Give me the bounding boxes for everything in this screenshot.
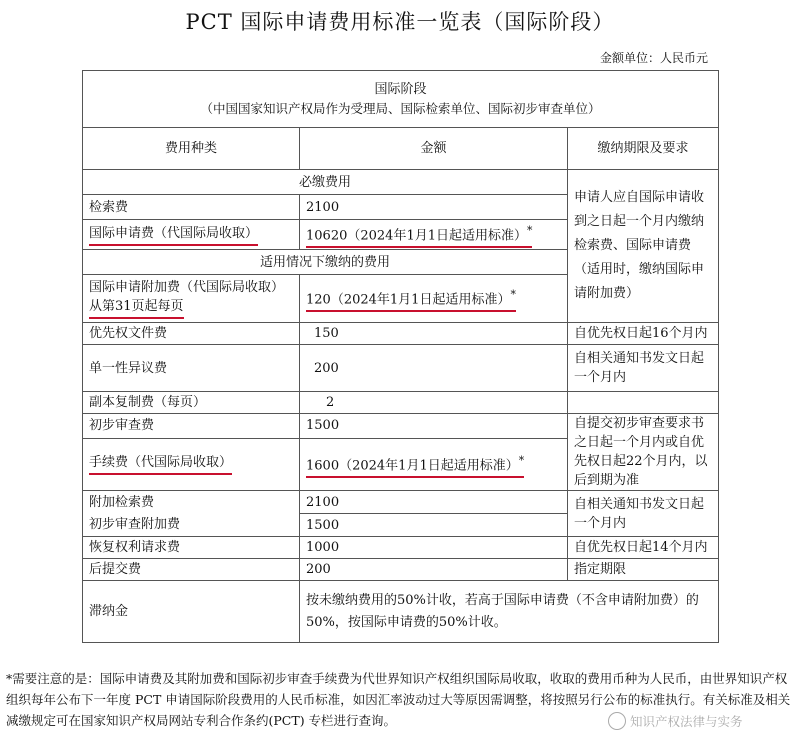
fee-name bbox=[83, 220, 300, 250]
col-header-amount: 金额 bbox=[300, 128, 568, 170]
fee-amount: 200 bbox=[300, 559, 568, 581]
asterisk-mark: * bbox=[510, 287, 516, 301]
fee-amount-text: 1600（2024年1月1日起适用标准） bbox=[306, 458, 519, 474]
fee-amount: 1500 bbox=[300, 514, 568, 537]
deadline-priority: 自优先权日起16个月内 bbox=[568, 323, 719, 345]
fee-name: 单一性异议费 bbox=[83, 345, 300, 392]
fee-name: 恢复权利请求费 bbox=[83, 537, 300, 559]
fee-amount: 2100 bbox=[300, 491, 568, 514]
fee-name: 检索费 bbox=[83, 195, 300, 220]
deadline-late-submit: 指定期限 bbox=[568, 559, 719, 581]
footnote: *需要注意的是：国际申请费及其附加费和国际初步审查手续费为代世界知识产权组织国际局收取，收取的费用币种为人民币，由世界知识产权组织每年公布下一年度 PCT 申请国际阶段费用的人民币标准，如因汇率波动过大等原因需调整，将按照另行公布的标准执行。有关标准及相关减缴规定可在国家知识产权局网站专利合作条约(PCT) 专栏进行查询。 bbox=[6, 671, 791, 728]
deadline-restore: 自优先权日起14个月内 bbox=[568, 537, 719, 559]
fee-name: 后提交费 bbox=[83, 559, 300, 581]
fee-name: 初步审查附加费 bbox=[83, 514, 300, 537]
fee-name: 附加检索费 bbox=[83, 491, 300, 514]
wechat-logo-icon bbox=[608, 712, 626, 730]
fee-amount bbox=[300, 438, 568, 490]
fee-amount bbox=[300, 220, 568, 250]
col-header-fee-type: 费用种类 bbox=[83, 128, 300, 170]
watermark-text: 知识产权法律与实务 bbox=[630, 714, 743, 729]
fee-name: 优先权文件费 bbox=[83, 323, 300, 345]
fee-name: 滞纳金 bbox=[83, 581, 300, 643]
deadline-unity: 自相关通知书发文日起一个月内 bbox=[568, 345, 719, 392]
fee-amount: 2100 bbox=[300, 195, 568, 220]
currency-unit: 金额单位：人民币元 bbox=[599, 51, 708, 65]
fee-amount: 150 bbox=[300, 323, 568, 345]
asterisk-mark: * bbox=[518, 453, 525, 467]
fee-amount: 2 bbox=[300, 392, 568, 414]
late-payment-desc: 按未缴纳费用的50%计收，若高于国际申请费（不含申请附加费）的50%，按国际申请费的50%计收。 bbox=[300, 581, 719, 643]
fee-name-line2: 从第31页起每页 bbox=[89, 297, 184, 319]
col-header-deadline: 缴纳期限及要求 bbox=[568, 128, 719, 170]
fee-table bbox=[82, 70, 719, 643]
page-title: PCT 国际申请费用标准一览表（国际阶段） bbox=[185, 10, 615, 34]
deadline-empty bbox=[568, 392, 719, 414]
fee-name: 副本复制费（每页） bbox=[83, 392, 300, 414]
fee-amount-text: 10620（2024年1月1日起适用标准） bbox=[306, 228, 527, 244]
watermark bbox=[608, 712, 743, 730]
stage-header bbox=[83, 71, 719, 128]
fee-amount-text: 120（2024年1月1日起适用标准） bbox=[306, 292, 511, 308]
fee-name-line1: 国际申请附加费（代国际局收取） bbox=[89, 280, 285, 295]
fee-amount: 200 bbox=[300, 345, 568, 392]
fee-name-text: 手续费（代国际局收取） bbox=[89, 453, 232, 475]
stage-subtitle: （中国国家知识产权局作为受理局、国际检索单位、国际初步审查单位） bbox=[200, 101, 601, 116]
asterisk-mark: * bbox=[526, 223, 533, 237]
deadline-prelim: 自提交初步审查要求书之日起一个月内或自优先权日起22个月内，以后到期为准 bbox=[568, 414, 719, 491]
fee-amount bbox=[300, 275, 568, 323]
fee-name bbox=[83, 275, 300, 323]
section-mandatory: 必缴费用 bbox=[83, 170, 568, 195]
section-conditional: 适用情况下缴纳的费用 bbox=[83, 250, 568, 275]
fee-name-text: 国际申请费（代国际局收取） bbox=[89, 224, 258, 246]
fee-name: 初步审查费 bbox=[83, 414, 300, 439]
stage-title: 国际阶段 bbox=[374, 82, 427, 97]
fee-amount: 1500 bbox=[300, 414, 568, 439]
fee-name bbox=[83, 438, 300, 490]
deadline-mandatory: 申请人应自国际申请收到之日起一个月内缴纳检索费、国际申请费（适用时，缴纳国际申请附加费） bbox=[568, 170, 719, 323]
fee-amount: 1000 bbox=[300, 537, 568, 559]
deadline-additional: 自相关通知书发文日起一个月内 bbox=[568, 491, 719, 537]
